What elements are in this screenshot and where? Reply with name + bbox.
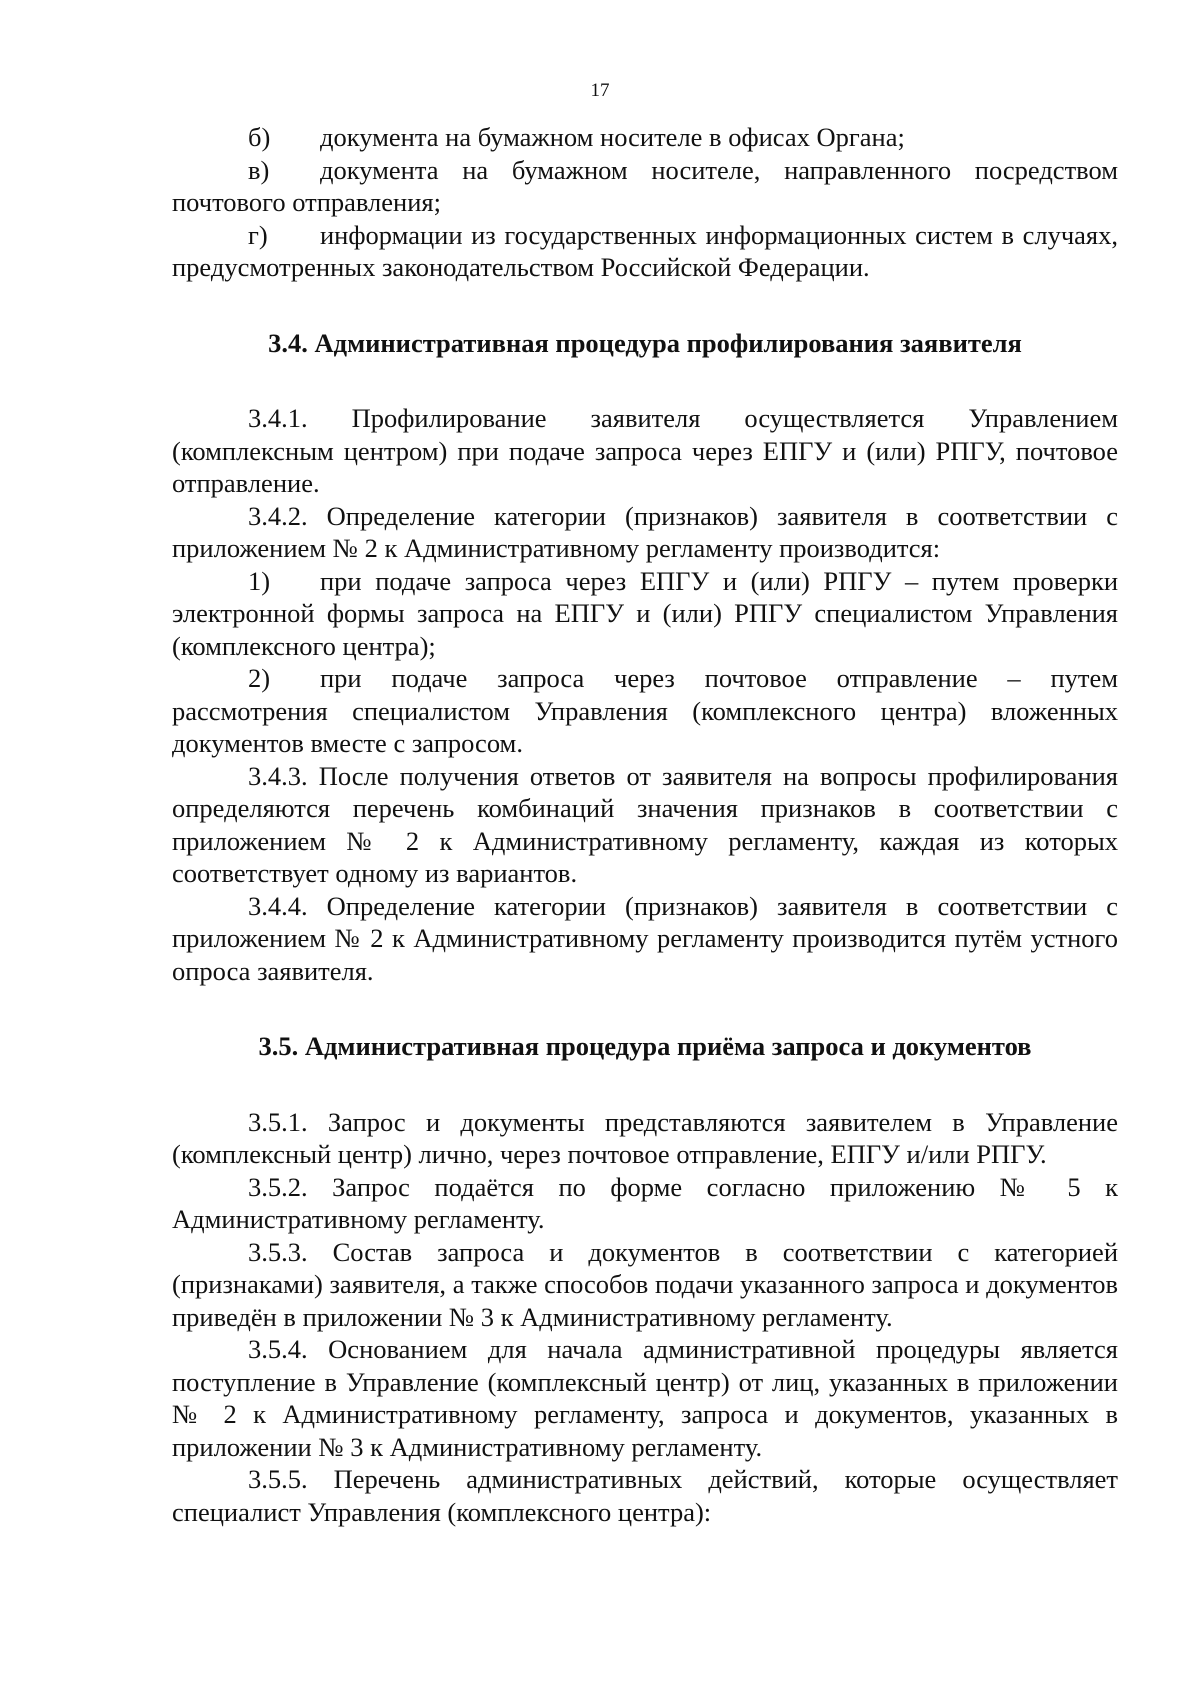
list-item-g (172, 219, 1118, 284)
list-marker: 2) (248, 663, 271, 693)
paragraph-3-5-4: 3.5.4. Основанием для начала административной процедуры является поступление в Управление (комплексный центр) от лиц, указанных в приложении № 2 к Административному регламенту, запроса и документов, указанных в приложении № 3 к Административному регламенту. (172, 1334, 1118, 1462)
paragraph-3-5-2: 3.5.2. Запрос подаётся по форме согласно приложению № 5 к Административному регламенту. (172, 1171, 1118, 1234)
list-item-text: документа на бумажном носителе, направленного посредством почтового отправления; (172, 154, 1118, 217)
list-item-v (172, 154, 1118, 219)
list-item-text: документа на бумажном носителе в офисах Органа; (320, 122, 905, 152)
list-marker: 1) (248, 565, 271, 596)
page-number: 17 (590, 80, 610, 101)
list-item-2 (172, 662, 1118, 760)
list-marker: б) (248, 122, 271, 152)
paragraph-3-4-3: 3.4.3. После получения ответов от заявителя на вопросы профилирования определяются перечень комбинаций значения признаков в соответствии с приложением № 2 к Административному регламенту, каждая из которых соответствует одному из вариантов. (172, 760, 1118, 888)
paragraph-3-4-1: 3.4.1. Профилирование заявителя осуществляется Управлением (комплексным центром) при подаче запроса через ЕПГУ и (или) РПГУ, почтовое отправление. (172, 403, 1118, 498)
list-item-text: информации из государственных информационных систем в случаях, предусмотренных законодательством Российской Федерации. (172, 219, 1118, 282)
paragraph-3-4-4: 3.4.4. Определение категории (признаков) заявителя в соответствии с приложением № 2 к Административному регламенту производится путём устного опроса заявителя. (172, 890, 1118, 986)
list-item-text: при подаче запроса через почтовое отправление – путем рассмотрения специалистом Управления (комплексного центра) вложенных документов вместе с запросом. (172, 663, 1118, 758)
list-item-b (172, 121, 1118, 154)
paragraph-3-5-5: 3.5.5. Перечень административных действий, которые осуществляет специалист Управления (комплексного центра): (172, 1464, 1118, 1527)
section-heading-3-4: 3.4. Административная процедура профилирования заявителя (268, 327, 1022, 358)
document-body (172, 121, 1118, 1528)
paragraph-3-4-2: 3.4.2. Определение категории (признаков) заявителя в соответствии с приложением № 2 к Административному регламенту производится: (172, 500, 1118, 563)
paragraph-3-5-1: 3.5.1. Запрос и документы представляются заявителем в Управление (комплексный центр) лично, через почтовое отправление, ЕПГУ и/или РПГУ. (172, 1106, 1118, 1169)
list-marker: в) (248, 154, 270, 185)
paragraph-3-5-3: 3.5.3. Состав запроса и документов в соответствии с категорией (признаками) заявителя, а также способов подачи указанного запроса и документов приведён в приложении № 3 к Административному регламенту. (172, 1236, 1118, 1332)
section-heading-3-5: 3.5. Административная процедура приёма запроса и документов (258, 1031, 1032, 1061)
list-item-1 (172, 565, 1118, 663)
list-item-text: при подаче запроса через ЕПГУ и (или) РПГУ – путем проверки электронной формы запроса на ЕПГУ и (или) РПГУ специалистом Управления (комплексного центра); (172, 565, 1118, 661)
list-marker: г) (248, 219, 268, 250)
